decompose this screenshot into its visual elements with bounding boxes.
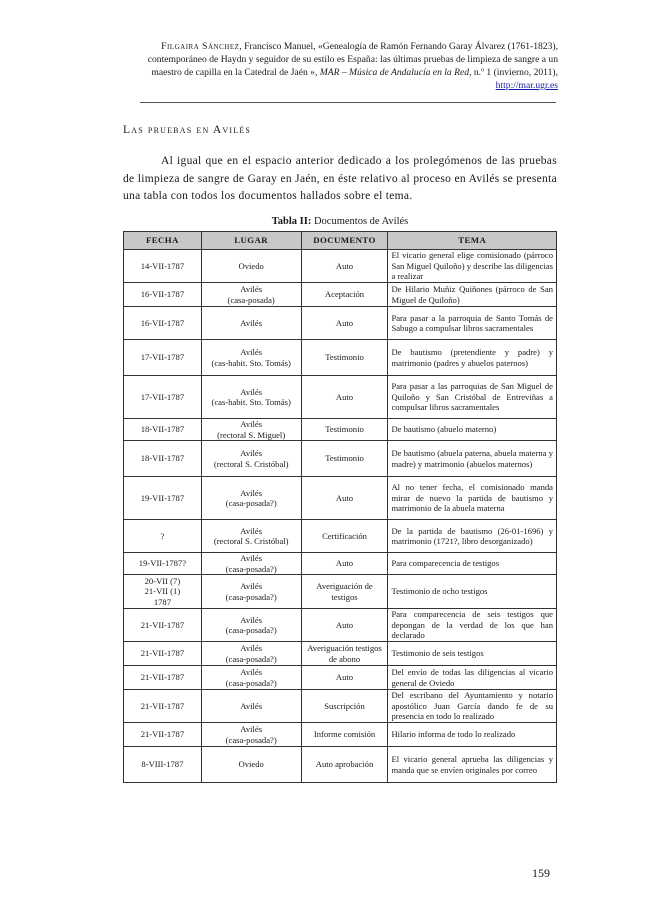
cell-fecha: 16-VII-1787 — [124, 283, 202, 307]
cell-fecha: 14-VII-1787 — [124, 250, 202, 283]
cell-documento: Testimonio — [301, 441, 388, 477]
table-body — [124, 250, 557, 783]
cell-tema: Testimonio de seis testigos — [388, 642, 557, 666]
cell-tema: De Hilario Muñiz Quiñones (párroco de San Miguel de Quiloño) — [388, 283, 557, 307]
table-caption — [123, 216, 557, 227]
cell-tema: De bautismo (pretendiente y padre) y matrimonio (padres y abuelos paternos) — [388, 340, 557, 376]
cell-fecha: 20-VII (7) 21-VII (1) 1787 — [124, 575, 202, 609]
cell-lugar: Oviedo — [201, 250, 301, 283]
cell-lugar: Avilés (casa-posada?) — [201, 666, 301, 690]
cell-lugar: Avilés (casa-posada) — [201, 283, 301, 307]
cell-tema: De la partida de bautismo (26-01-1696) y matrimonio (1721?, libro desorganizado) — [388, 520, 557, 553]
table-caption-label: Tabla II: — [271, 216, 312, 227]
cell-lugar: Avilés (rectoral S. Cristóbal) — [201, 441, 301, 477]
table-row — [124, 723, 557, 747]
table-row — [124, 690, 557, 723]
table-row — [124, 477, 557, 520]
table-row — [124, 609, 557, 642]
cell-fecha: 19-VII-1787? — [124, 553, 202, 575]
cell-lugar: Avilés (rectoral S. Miguel) — [201, 419, 301, 441]
cell-fecha: 21-VII-1787 — [124, 609, 202, 642]
cell-documento: Auto — [301, 477, 388, 520]
intro-paragraph: Al igual que en el espacio anterior dedicado a los prolegómenos de las pruebas de limpieza de sangre de Garay en Jaén, en éste relativo al proceso en Avilés se presenta una tabla con todos los documentos hallados sobre el tema. — [123, 155, 557, 202]
cell-documento: Auto — [301, 609, 388, 642]
table-row — [124, 747, 557, 783]
section-title: Las pruebas en Avilés — [123, 124, 252, 136]
cell-fecha: 21-VII-1787 — [124, 690, 202, 723]
citation-header — [120, 40, 558, 92]
table-row — [124, 575, 557, 609]
cell-tema: De bautismo (abuela paterna, abuela materna y madre) y matrimonio (abuelos maternos) — [388, 441, 557, 477]
table-row — [124, 376, 557, 419]
cell-documento: Auto — [301, 553, 388, 575]
cell-fecha: 18-VII-1787 — [124, 419, 202, 441]
cell-fecha: 8-VIII-1787 — [124, 747, 202, 783]
cell-documento: Auto — [301, 250, 388, 283]
cell-tema: De bautismo (abuelo materno) — [388, 419, 557, 441]
cell-lugar: Avilés (casa-posada?) — [201, 609, 301, 642]
cell-documento: Informe comisión — [301, 723, 388, 747]
cell-lugar: Avilés (casa-posada?) — [201, 553, 301, 575]
journal-link[interactable]: http://mar.ugr.es — [495, 80, 558, 91]
table-row — [124, 250, 557, 283]
cell-tema: Para pasar a las parroquias de San Miguel de Quiloño y San Cristóbal de Entreviñas a compulsar libros sacramentales — [388, 376, 557, 419]
table-row — [124, 307, 557, 340]
cell-fecha: 21-VII-1787 — [124, 642, 202, 666]
cell-tema: Para comparecencia de seis testigos que depongan de la verdad de los que han declarado — [388, 609, 557, 642]
cell-documento: Auto — [301, 666, 388, 690]
cell-fecha: 17-VII-1787 — [124, 340, 202, 376]
cell-fecha: 17-VII-1787 — [124, 376, 202, 419]
table-row — [124, 340, 557, 376]
cell-documento: Aceptación — [301, 283, 388, 307]
table-caption-title: Documentos de Avilés — [311, 216, 409, 227]
cell-documento: Auto — [301, 307, 388, 340]
cell-tema: Al no tener fecha, el comisionado manda mirar de nuevo la partida de bautismo y matrimonio de la abuela materna — [388, 477, 557, 520]
column-header-lugar: LUGAR — [201, 232, 301, 250]
cell-lugar: Avilés (cas-habit. Sto. Tomás) — [201, 340, 301, 376]
table-header-row — [124, 232, 557, 250]
table-row — [124, 520, 557, 553]
cell-lugar: Avilés (casa-posada?) — [201, 477, 301, 520]
table-row — [124, 666, 557, 690]
table-row — [124, 441, 557, 477]
cell-lugar: Avilés (casa-posada?) — [201, 723, 301, 747]
cell-fecha: 19-VII-1787 — [124, 477, 202, 520]
cell-lugar: Avilés (rectoral S. Cristóbal) — [201, 520, 301, 553]
citation-issue: , n.º 1 (invierno, 2011), — [469, 67, 558, 78]
table-row — [124, 419, 557, 441]
cell-lugar: Avilés (cas-habit. Sto. Tomás) — [201, 376, 301, 419]
cell-fecha: 16-VII-1787 — [124, 307, 202, 340]
table-row — [124, 283, 557, 307]
cell-fecha: 18-VII-1787 — [124, 441, 202, 477]
cell-lugar: Avilés — [201, 690, 301, 723]
column-header-fecha: FECHA — [124, 232, 202, 250]
column-header-tema: TEMA — [388, 232, 557, 250]
citation-author: Filgaira Sánchez — [161, 41, 240, 52]
cell-fecha: 21-VII-1787 — [124, 666, 202, 690]
cell-documento: Testimonio — [301, 419, 388, 441]
cell-documento: Auto aprobación — [301, 747, 388, 783]
cell-tema: Del envío de todas las diligencias al vicario general de Oviedo — [388, 666, 557, 690]
page-number: 159 — [532, 866, 550, 880]
cell-tema: Para pasar a la parroquia de Santo Tomás de Sabugo a compulsar libros sacramentales — [388, 307, 557, 340]
cell-fecha: 21-VII-1787 — [124, 723, 202, 747]
cell-tema: Para comparecencia de testigos — [388, 553, 557, 575]
cell-documento: Averiguación de testigos — [301, 575, 388, 609]
table-row — [124, 553, 557, 575]
cell-tema: Hilario informa de todo lo realizado — [388, 723, 557, 747]
cell-lugar: Avilés (casa-posada?) — [201, 642, 301, 666]
cell-documento: Suscripción — [301, 690, 388, 723]
table-row — [124, 642, 557, 666]
cell-documento: Averiguación testigos de abono — [301, 642, 388, 666]
cell-lugar: Avilés (casa-posada?) — [201, 575, 301, 609]
citation-text: , Francisco Manuel, «Genealogía de Ramón Fernando Garay Álvarez (1761-1823), contemporáneo de Haydn y seguidor de su estilo es España: las últimas pruebas de limpieza de sangre a un maestro de capilla en la Catedral de Jaén », — [147, 41, 558, 78]
column-header-documento: DOCUMENTO — [301, 232, 388, 250]
citation-journal: MAR – Música de Andalucía en la Red — [319, 67, 470, 78]
cell-tema: El vicario general aprueba las diligencias y manda que se envíen originales por correo — [388, 747, 557, 783]
cell-documento: Auto — [301, 376, 388, 419]
cell-tema: Testimonio de ocho testigos — [388, 575, 557, 609]
cell-tema: Del escribano del Ayuntamiento y notario apostólico Juan García dando fe de su presencia en todo lo realizado — [388, 690, 557, 723]
cell-tema: El vicario general elige comisionado (párroco San Miguel Quiloño) y describe las diligencias a realizar — [388, 250, 557, 283]
cell-documento: Certificación — [301, 520, 388, 553]
cell-documento: Testimonio — [301, 340, 388, 376]
documents-table — [123, 231, 557, 783]
cell-fecha: ? — [124, 520, 202, 553]
cell-lugar: Avilés — [201, 307, 301, 340]
cell-lugar: Oviedo — [201, 747, 301, 783]
header-rule — [140, 102, 556, 103]
